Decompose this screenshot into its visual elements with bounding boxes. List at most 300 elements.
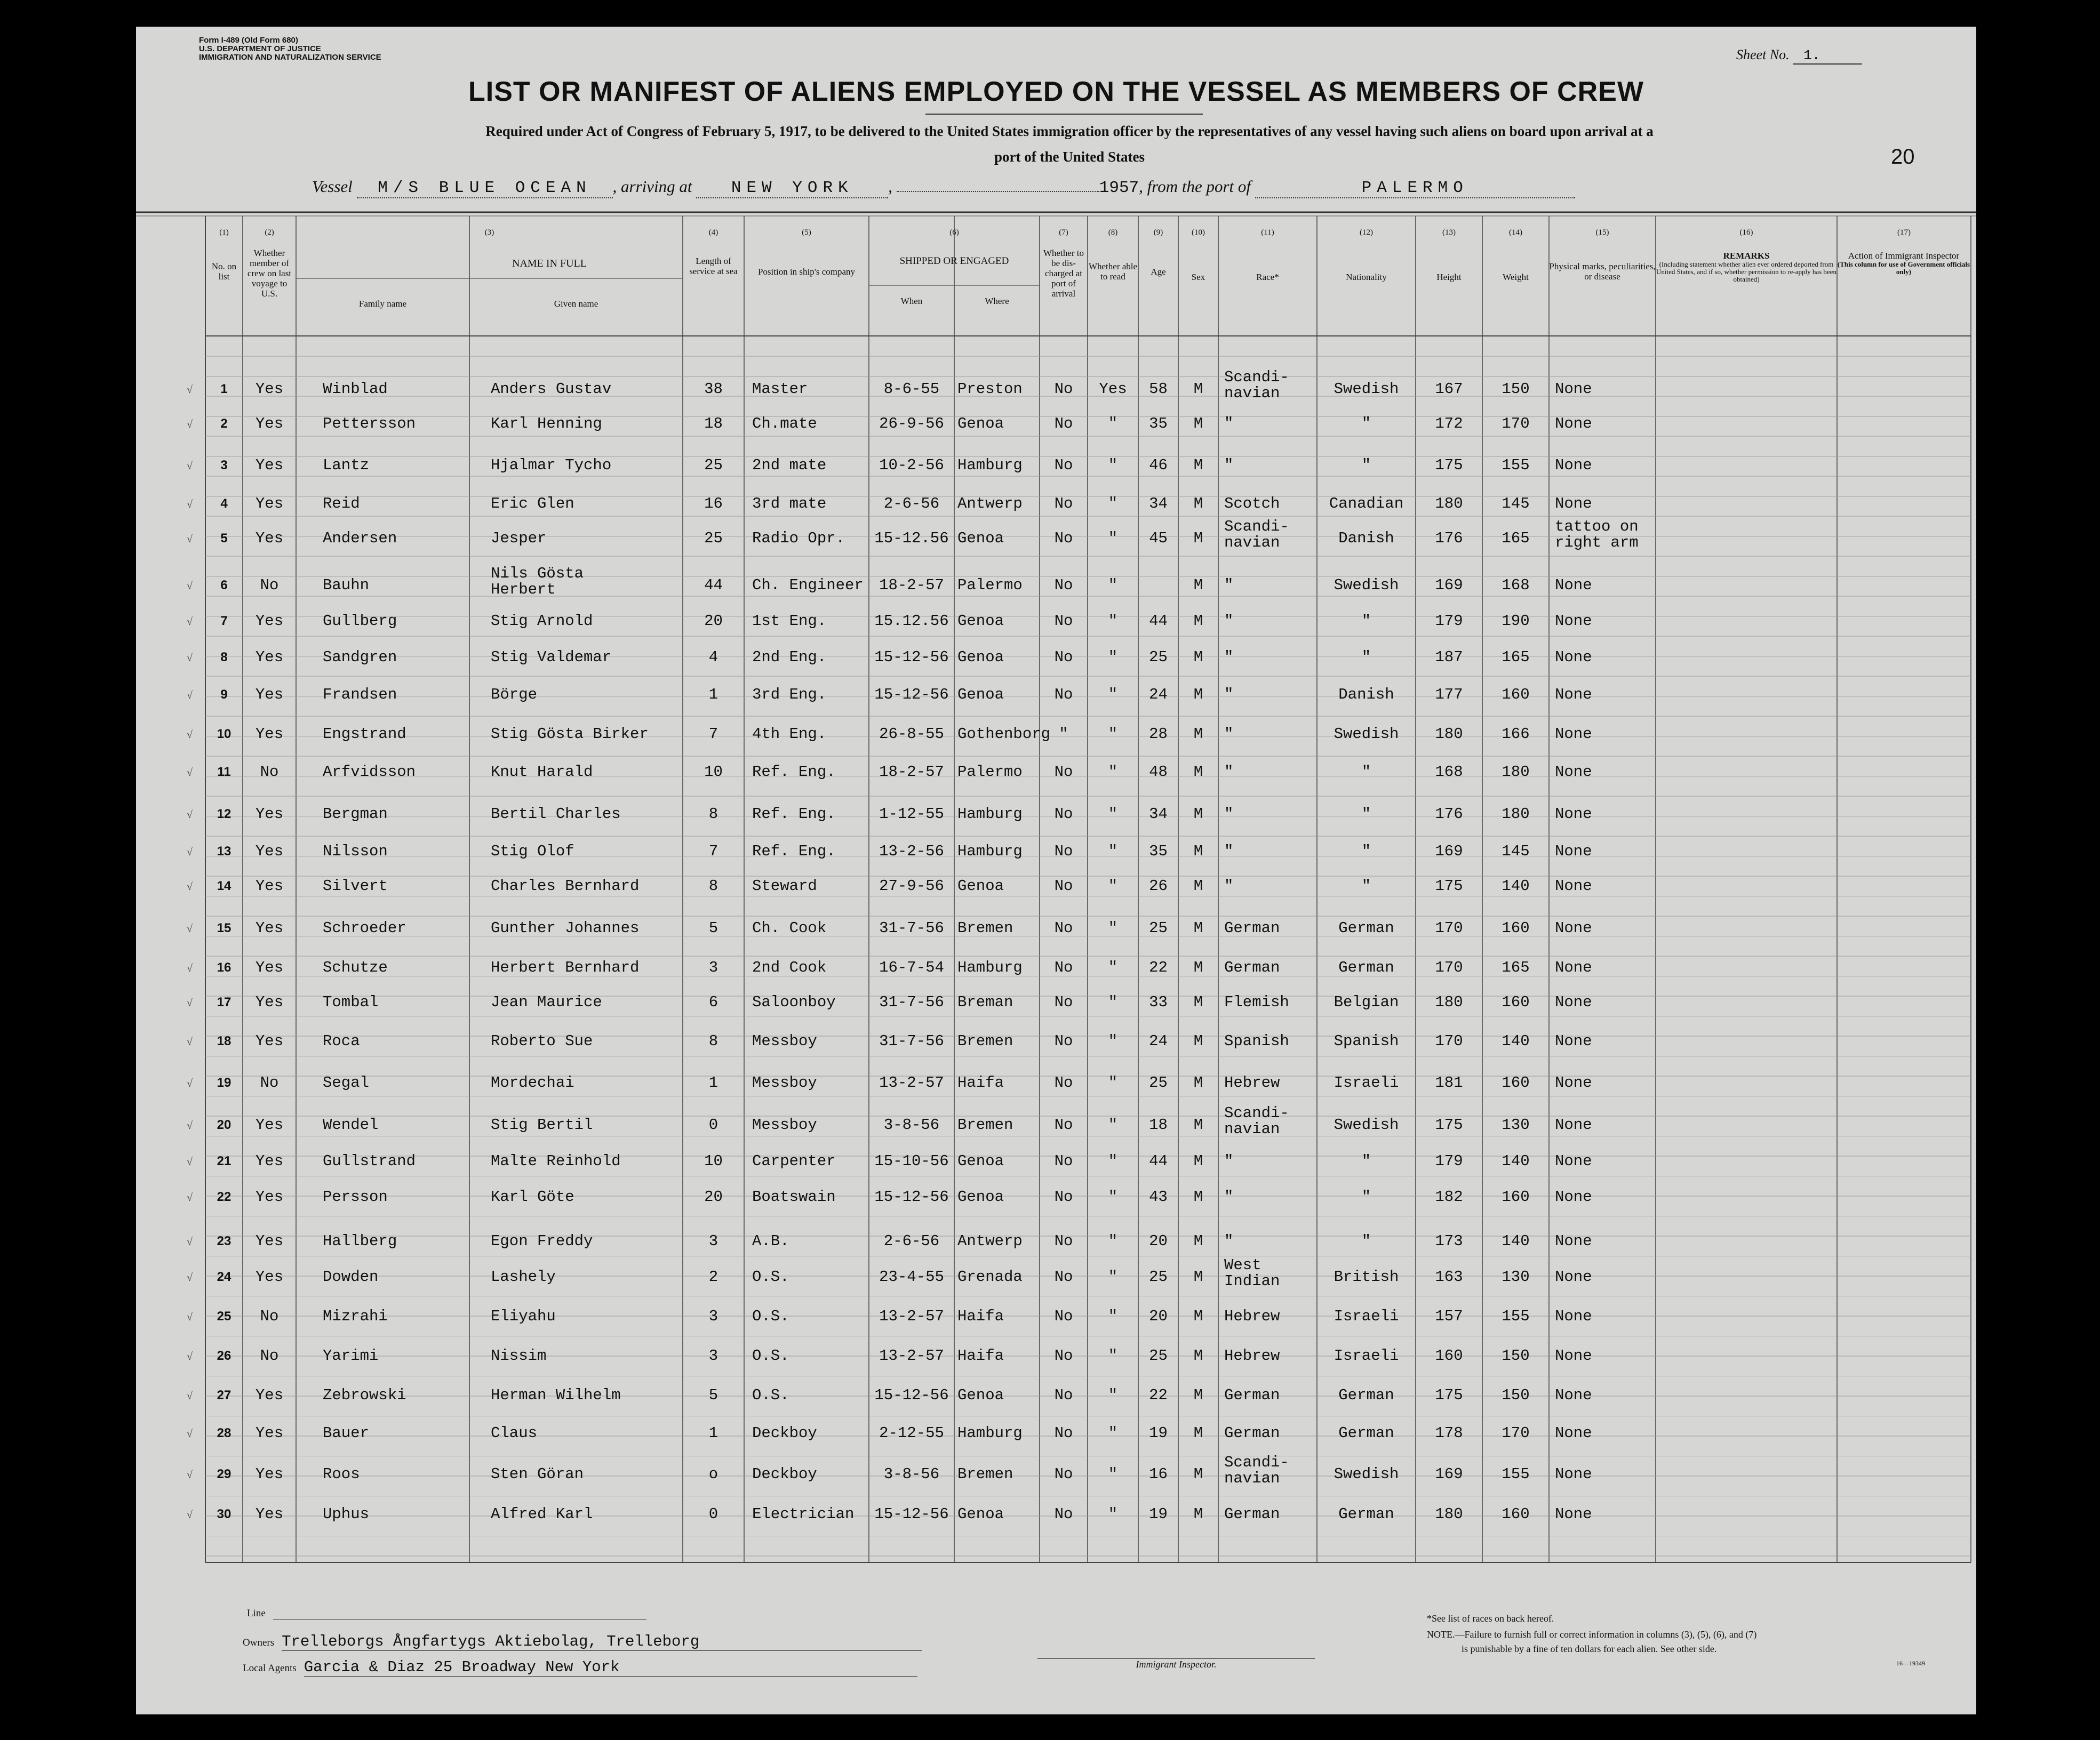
cell-text: Yes bbox=[255, 1386, 284, 1404]
cell-last bbox=[243, 1153, 296, 1169]
cell-text: 28 bbox=[217, 1426, 231, 1440]
year: 1957 bbox=[1099, 179, 1139, 197]
cell-nat bbox=[1317, 726, 1416, 742]
cell-when bbox=[869, 1309, 954, 1325]
cell-family bbox=[323, 416, 469, 432]
cell-position bbox=[752, 458, 869, 474]
cell-text: " bbox=[1224, 576, 1234, 594]
cell-text: Genoa bbox=[957, 648, 1004, 666]
cell-text: No bbox=[1054, 612, 1073, 630]
cell-race bbox=[1224, 1348, 1317, 1364]
cell-service bbox=[683, 1348, 744, 1364]
cell-text: Stig Valdemar bbox=[491, 648, 612, 666]
cell-marks bbox=[1555, 578, 1678, 594]
cell-when bbox=[869, 613, 954, 629]
cell-text: 170 bbox=[1435, 919, 1463, 937]
cell-text: Spanish bbox=[1224, 1032, 1289, 1050]
check-mark-icon: √ bbox=[187, 1272, 193, 1284]
cell-text: " bbox=[1108, 1308, 1118, 1325]
cell-text: Karl Henning bbox=[491, 415, 602, 432]
cell-last bbox=[243, 416, 296, 432]
cell-text: Roca bbox=[323, 1032, 360, 1050]
cell-service bbox=[683, 381, 744, 397]
cell-text: 20 bbox=[1149, 1308, 1168, 1325]
cell-age bbox=[1138, 1506, 1178, 1522]
cell-read bbox=[1088, 1388, 1138, 1404]
cell-family bbox=[323, 1117, 469, 1133]
cell-sex bbox=[1178, 1075, 1218, 1091]
header-able-to-read: Whether able to read bbox=[1088, 261, 1138, 282]
cell-read bbox=[1088, 613, 1138, 629]
cell-read bbox=[1088, 578, 1138, 594]
column-number: (5) bbox=[802, 228, 811, 237]
cell-text: 26 bbox=[1149, 877, 1168, 895]
cell-text: Spanish bbox=[1334, 1032, 1399, 1050]
cell-position bbox=[752, 1075, 869, 1091]
cell-no bbox=[205, 416, 243, 432]
cell-text: " bbox=[1108, 456, 1118, 474]
cell-text: 140 bbox=[1502, 877, 1530, 895]
cell-no bbox=[205, 1348, 243, 1364]
cell-text: No bbox=[1054, 1386, 1073, 1404]
cell-text: Master bbox=[752, 380, 808, 398]
cell-text: 18 bbox=[1149, 1116, 1168, 1134]
cell-text: 180 bbox=[1435, 725, 1463, 743]
cell-text: None bbox=[1555, 1505, 1592, 1523]
cell-service bbox=[683, 960, 744, 976]
cell-text: " bbox=[1361, 805, 1371, 823]
cell-text: No bbox=[1054, 1505, 1073, 1523]
cell-position bbox=[752, 1506, 869, 1522]
check-mark-icon: √ bbox=[187, 1192, 193, 1204]
cell-text: 180 bbox=[1502, 805, 1530, 823]
cell-when bbox=[869, 381, 954, 397]
cell-height bbox=[1416, 1269, 1482, 1285]
cell-weight bbox=[1482, 458, 1549, 474]
cell-text: Eric Glen bbox=[491, 495, 574, 512]
cell-text: Antwerp bbox=[957, 495, 1023, 512]
cell-last bbox=[243, 1388, 296, 1404]
cell-last bbox=[243, 1506, 296, 1522]
cell-no bbox=[205, 1153, 243, 1169]
cell-text: None bbox=[1555, 1386, 1592, 1404]
cell-family bbox=[323, 578, 469, 594]
cell-text: No bbox=[1054, 877, 1073, 895]
cell-text: 13 bbox=[217, 844, 231, 859]
cell-text: Yes bbox=[255, 725, 284, 743]
cell-text: Haifa bbox=[957, 1074, 1004, 1092]
manifest-sheet bbox=[136, 27, 1976, 1714]
cell-weight bbox=[1482, 1466, 1549, 1482]
cell-service bbox=[683, 764, 744, 780]
cell-text: 160 bbox=[1502, 1188, 1530, 1206]
cell-text: 16 bbox=[217, 960, 231, 975]
cell-sex bbox=[1178, 1388, 1218, 1404]
cell-family bbox=[323, 458, 469, 474]
cell-read bbox=[1088, 1309, 1138, 1325]
cell-text-line-2: navian bbox=[1224, 1120, 1280, 1138]
cell-given bbox=[491, 1117, 683, 1133]
header-height: Height bbox=[1436, 272, 1462, 282]
cell-family bbox=[323, 1153, 469, 1169]
cell-position bbox=[752, 1189, 869, 1205]
cell-text: None bbox=[1555, 612, 1592, 630]
column-number: (4) bbox=[708, 228, 718, 237]
cell-nat bbox=[1317, 1269, 1416, 1285]
cell-when bbox=[869, 1388, 954, 1404]
cell-height bbox=[1416, 878, 1482, 894]
cell-nat bbox=[1317, 1309, 1416, 1325]
cell-text: M bbox=[1193, 1505, 1203, 1523]
cell-last bbox=[243, 1033, 296, 1049]
subtitle-line-1: Required under Act of Congress of February 5, 1917, to be delivered to the United States immigration officer by the representatives of any vessel having such aliens on board upon arrival at a bbox=[485, 123, 1654, 139]
cell-text: tattoo on bbox=[1555, 518, 1639, 535]
cell-text: 8 bbox=[708, 1032, 718, 1050]
cell-service bbox=[683, 995, 744, 1011]
cell-text: 170 bbox=[1502, 415, 1530, 432]
cell-text: Yes bbox=[255, 1465, 284, 1483]
cell-position bbox=[752, 1269, 869, 1285]
cell-sex bbox=[1178, 687, 1218, 703]
cell-text: 160 bbox=[1502, 1074, 1530, 1092]
arriving-port: NEW YORK bbox=[696, 179, 888, 198]
cell-race bbox=[1224, 1425, 1317, 1441]
cell-last bbox=[243, 920, 296, 936]
column-number: (13) bbox=[1442, 228, 1456, 237]
cell-no bbox=[205, 1466, 243, 1482]
cell-age bbox=[1138, 806, 1178, 822]
cell-text: 180 bbox=[1435, 495, 1463, 512]
cell-text: M bbox=[1193, 1116, 1203, 1134]
cell-text: No bbox=[1054, 686, 1073, 703]
cell-when bbox=[869, 920, 954, 936]
cell-text: No bbox=[1054, 1308, 1073, 1325]
cell-when bbox=[869, 1117, 954, 1133]
cell-text: " bbox=[1361, 612, 1371, 630]
header-age: Age bbox=[1151, 267, 1166, 277]
cell-text: Swedish bbox=[1334, 1116, 1399, 1134]
cell-text: Jesper bbox=[491, 530, 547, 547]
cell-age bbox=[1138, 650, 1178, 665]
cell-text: Steward bbox=[752, 877, 817, 895]
race-note: *See list of races on back hereof. bbox=[1427, 1613, 1554, 1624]
cell-text: 25 bbox=[1149, 1074, 1168, 1092]
cell-text-line-2: navian bbox=[1224, 534, 1280, 551]
cell-service bbox=[683, 687, 744, 703]
cell-text: " bbox=[1361, 456, 1371, 474]
cell-text: Bauhn bbox=[323, 576, 370, 594]
cell-text: Breman bbox=[957, 993, 1013, 1011]
cell-text: 6 bbox=[220, 578, 228, 592]
cell-service bbox=[683, 1075, 744, 1091]
cell-text: 160 bbox=[1502, 993, 1530, 1011]
cell-text: Egon Freddy bbox=[491, 1232, 593, 1250]
cell-text: None bbox=[1555, 1308, 1592, 1325]
cell-marks bbox=[1555, 960, 1678, 976]
cell-marks bbox=[1555, 1033, 1678, 1049]
cell-text: " bbox=[1108, 877, 1118, 895]
cell-sex bbox=[1178, 1233, 1218, 1249]
cell-service bbox=[683, 726, 744, 742]
cell-height bbox=[1416, 458, 1482, 474]
cell-text: Antwerp bbox=[957, 1232, 1023, 1250]
cell-race bbox=[1224, 1189, 1317, 1205]
cell-text: 31-7-56 bbox=[879, 919, 944, 937]
cell-where bbox=[957, 1189, 1040, 1205]
cell-when bbox=[869, 496, 954, 512]
cell-text: " bbox=[1224, 1188, 1234, 1206]
cell-text: No bbox=[1054, 1232, 1073, 1250]
cell-text: 180 bbox=[1502, 763, 1530, 781]
cell-text: M bbox=[1193, 612, 1203, 630]
check-mark-icon: √ bbox=[187, 384, 193, 396]
header-remarks-title: REMARKS bbox=[1723, 251, 1770, 261]
cell-family bbox=[323, 878, 469, 894]
cell-text: 45 bbox=[1149, 530, 1168, 547]
cell-no bbox=[205, 878, 243, 894]
cell-text: Tombal bbox=[323, 993, 379, 1011]
cell-text: 25 bbox=[217, 1309, 231, 1324]
cell-text: Hamburg bbox=[957, 1424, 1023, 1442]
cell-where bbox=[957, 764, 1040, 780]
cell-text: Engstrand bbox=[323, 725, 406, 743]
cell-nat bbox=[1317, 1075, 1416, 1091]
cell-weight bbox=[1482, 381, 1549, 397]
cell-text: Ch. Engineer bbox=[752, 576, 864, 594]
cell-last bbox=[243, 381, 296, 397]
cell-text: German bbox=[1338, 1505, 1394, 1523]
cell-text: 165 bbox=[1502, 530, 1530, 547]
cell-where bbox=[957, 1466, 1040, 1482]
cell-text: 157 bbox=[1435, 1308, 1463, 1325]
cell-text: Knut Harald bbox=[491, 763, 593, 781]
cell-given bbox=[491, 1075, 683, 1091]
cell-text: Genoa bbox=[957, 1505, 1004, 1523]
cell-when bbox=[869, 531, 954, 547]
cell-marks bbox=[1555, 995, 1678, 1011]
check-mark-icon: √ bbox=[187, 460, 193, 472]
cell-no bbox=[205, 1189, 243, 1205]
cell-sex bbox=[1178, 1466, 1218, 1482]
cell-position bbox=[752, 764, 869, 780]
cell-family bbox=[323, 1033, 469, 1049]
cell-text: " bbox=[1361, 1188, 1371, 1206]
cell-last bbox=[243, 1425, 296, 1441]
cell-text: M bbox=[1193, 959, 1203, 976]
cell-text: 160 bbox=[1502, 686, 1530, 703]
cell-race bbox=[1224, 1388, 1317, 1404]
cell-text: M bbox=[1193, 763, 1203, 781]
cell-read bbox=[1088, 496, 1138, 512]
cell-age bbox=[1138, 995, 1178, 1011]
cell-where bbox=[957, 613, 1040, 629]
cell-sex bbox=[1178, 1425, 1218, 1441]
cell-text: Yes bbox=[255, 648, 284, 666]
cell-disch bbox=[1040, 1269, 1088, 1285]
cell-text: 130 bbox=[1502, 1116, 1530, 1134]
cell-text: Malte Reinhold bbox=[491, 1152, 621, 1170]
cell-service bbox=[683, 1117, 744, 1133]
cell-text: 8 bbox=[220, 650, 228, 664]
cell-disch bbox=[1040, 496, 1088, 512]
cell-text: 43 bbox=[1149, 1188, 1168, 1206]
cell-sex bbox=[1178, 1033, 1218, 1049]
cell-text: " bbox=[1361, 763, 1371, 781]
cell-weight bbox=[1482, 878, 1549, 894]
cell-text: 175 bbox=[1435, 1116, 1463, 1134]
cell-height bbox=[1416, 613, 1482, 629]
cell-age bbox=[1138, 381, 1178, 397]
cell-text: 13-2-56 bbox=[879, 843, 944, 860]
cell-age bbox=[1138, 458, 1178, 474]
cell-service bbox=[683, 1189, 744, 1205]
cell-text: Genoa bbox=[957, 877, 1004, 895]
cell-text: None bbox=[1555, 1347, 1592, 1365]
cell-when bbox=[869, 1466, 954, 1482]
cell-text: A.B. bbox=[752, 1232, 789, 1250]
cell-disch bbox=[1040, 1153, 1088, 1169]
cell-position bbox=[752, 995, 869, 1011]
cell-text: Yes bbox=[255, 1232, 284, 1250]
cell-text: 23 bbox=[217, 1234, 231, 1248]
cell-race bbox=[1224, 1506, 1317, 1522]
cell-last bbox=[243, 1348, 296, 1364]
cell-weight bbox=[1482, 1117, 1549, 1133]
cell-race bbox=[1224, 878, 1317, 894]
check-mark-icon: √ bbox=[187, 1509, 193, 1521]
cell-text: 190 bbox=[1502, 612, 1530, 630]
cell-height bbox=[1416, 995, 1482, 1011]
cell-weight bbox=[1482, 578, 1549, 594]
cell-text: Yes bbox=[255, 380, 284, 398]
column-number: (11) bbox=[1261, 228, 1274, 237]
cell-disch bbox=[1040, 920, 1088, 936]
cell-text: 20 bbox=[1149, 1232, 1168, 1250]
cell-text: Yes bbox=[255, 843, 284, 860]
cell-text: M bbox=[1193, 725, 1203, 743]
cell-last bbox=[243, 1075, 296, 1091]
cell-text: 25 bbox=[1149, 1268, 1168, 1286]
cell-text: Genoa bbox=[957, 686, 1004, 703]
cell-text: M bbox=[1193, 686, 1203, 703]
cell-service bbox=[683, 458, 744, 474]
cell-text: " bbox=[1224, 415, 1234, 432]
cell-marks bbox=[1555, 1506, 1678, 1522]
cell-text: M bbox=[1193, 993, 1203, 1011]
cell-race bbox=[1224, 458, 1317, 474]
cell-text: Persson bbox=[323, 1188, 388, 1206]
cell-race bbox=[1224, 920, 1317, 936]
cell-text: M bbox=[1193, 415, 1203, 432]
cell-text: 27-9-56 bbox=[879, 877, 944, 895]
cell-text: 160 bbox=[1435, 1347, 1463, 1365]
cell-sex bbox=[1178, 844, 1218, 860]
cell-disch bbox=[1040, 726, 1088, 742]
cell-position bbox=[752, 496, 869, 512]
cell-text: Gullberg bbox=[323, 612, 397, 630]
cell-race bbox=[1224, 1033, 1317, 1049]
cell-last bbox=[243, 1233, 296, 1249]
cell-text: Yes bbox=[255, 805, 284, 823]
cell-family bbox=[323, 1425, 469, 1441]
cell-sex bbox=[1178, 995, 1218, 1011]
cell-height bbox=[1416, 726, 1482, 742]
cell-text: 175 bbox=[1435, 877, 1463, 895]
cell-where bbox=[957, 960, 1040, 976]
cell-text: 10 bbox=[217, 727, 231, 741]
cell-text: Hamburg bbox=[957, 843, 1023, 860]
agents-label: Local Agents bbox=[243, 1663, 297, 1674]
cell-read bbox=[1088, 995, 1138, 1011]
cell-text: 18-2-57 bbox=[879, 763, 944, 781]
cell-age bbox=[1138, 1425, 1178, 1441]
cell-marks bbox=[1555, 687, 1678, 703]
column-number: (2) bbox=[265, 228, 274, 237]
cell-weight bbox=[1482, 1189, 1549, 1205]
cell-text: Bremen bbox=[957, 919, 1013, 937]
cell-text: Messboy bbox=[752, 1116, 817, 1134]
cell-text: 155 bbox=[1502, 1308, 1530, 1325]
cell-when bbox=[869, 1269, 954, 1285]
cell-text: None bbox=[1555, 805, 1592, 823]
cell-age bbox=[1138, 1033, 1178, 1049]
cell-text: " bbox=[1224, 1152, 1234, 1170]
cell-text: 19 bbox=[217, 1076, 231, 1090]
check-mark-icon: √ bbox=[187, 580, 193, 592]
cell-text: 13-2-57 bbox=[879, 1308, 944, 1325]
cell-marks bbox=[1555, 1388, 1678, 1404]
cell-text: Hebrew bbox=[1224, 1308, 1280, 1325]
cell-text: 26-9-56 bbox=[879, 415, 944, 432]
note-line-2: is punishable by a fine of ten dollars for each alien. See other side. bbox=[1462, 1643, 1717, 1654]
cell-family bbox=[323, 1233, 469, 1249]
cell-text: Karl Göte bbox=[491, 1188, 574, 1206]
column-number: (14) bbox=[1509, 228, 1522, 237]
cell-text: Lantz bbox=[323, 456, 370, 474]
cell-no bbox=[205, 458, 243, 474]
cell-text: Dowden bbox=[323, 1268, 379, 1286]
cell-last bbox=[243, 1117, 296, 1133]
cell-no bbox=[205, 578, 243, 594]
cell-text: 14 bbox=[217, 879, 231, 893]
cell-text: " bbox=[1108, 1386, 1118, 1404]
cell-text: " bbox=[1224, 843, 1234, 860]
cell-text: No bbox=[1054, 959, 1073, 976]
cell-text: 2nd mate bbox=[752, 456, 827, 474]
cell-nat bbox=[1317, 1033, 1416, 1049]
cell-marks bbox=[1555, 1075, 1678, 1091]
cell-where bbox=[957, 458, 1040, 474]
sheet-number-label: Sheet No. bbox=[1736, 47, 1790, 62]
cell-text: 1 bbox=[708, 1074, 718, 1092]
cell-text: Swedish bbox=[1334, 576, 1399, 594]
cell-given bbox=[491, 960, 683, 976]
cell-sex bbox=[1178, 578, 1218, 594]
cell-age bbox=[1138, 1309, 1178, 1325]
cell-text: Palermo bbox=[957, 576, 1023, 594]
cell-text: Stig Arnold bbox=[491, 612, 593, 630]
cell-weight bbox=[1482, 960, 1549, 976]
cell-age bbox=[1138, 1269, 1178, 1285]
cell-text: " bbox=[1108, 1424, 1118, 1442]
cell-weight bbox=[1482, 687, 1549, 703]
cell-read bbox=[1088, 960, 1138, 976]
cell-given bbox=[491, 806, 683, 822]
cell-text: 2nd Cook bbox=[752, 959, 827, 976]
column-number: (17) bbox=[1897, 228, 1911, 237]
cell-family bbox=[323, 920, 469, 936]
cell-nat bbox=[1317, 1189, 1416, 1205]
